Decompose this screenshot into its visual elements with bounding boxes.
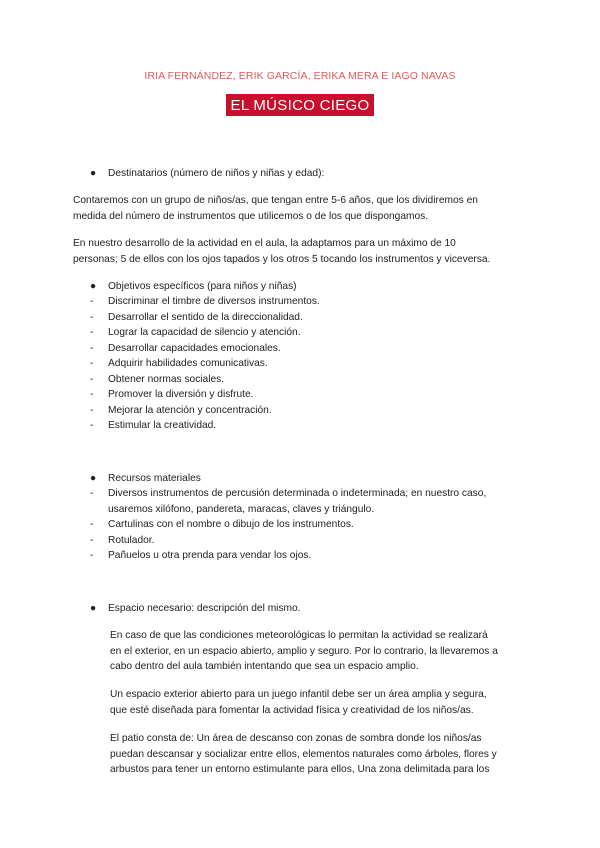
list-item: - Pañuelos u otra prenda para vendar los ojos. — [90, 550, 312, 561]
list-item: - Discriminar el timbre de diversos instrumentos. — [90, 296, 320, 307]
list-item: - Promover la diversión y disfrute. — [90, 389, 254, 400]
document-title: EL MÚSICO CIEGO — [226, 94, 375, 116]
list-item: - Mejorar la atención y concentración. — [90, 404, 272, 416]
heading-destinatarios: ● Destinatarios (número de niños y niñas y edad): — [90, 166, 324, 182]
recursos-list — [90, 486, 486, 564]
bullet-icon: ● — [90, 473, 97, 484]
list-item: - Cartulinas con el nombre o dibujo de los instrumentos. — [90, 519, 354, 530]
paragraph-espacio-2: Un espacio exterior abierto para un juego infantil debe ser un área amplia y segura, que esté diseñada para fomentar la actividad física y creatividad de los niños/as. — [110, 689, 487, 716]
heading-objetivos: ● Objetivos específicos (para niños y niñas) — [90, 279, 297, 295]
heading-recursos: ● Recursos materiales — [90, 471, 201, 487]
paragraph-destinatarios-1: Contaremos con un grupo de niños/as, que tengan entre 5-6 años, que los dividiremos en medida del número de instrumentos que utilicemos o de los que dispongamos. — [73, 195, 478, 222]
paragraph-espacio-1: En caso de que las condiciones meteorológicas lo permitan la actividad se realizará en el exterior, en un espacio abierto, amplio y seguro. Por lo contrario, la llevaremos a cabo dentro del aula también intentando que sea un espacio amplio. — [110, 630, 498, 672]
bullet-icon: ● — [90, 603, 97, 614]
heading-espacio: ● Espacio necesario: descripción del mismo. — [90, 601, 301, 617]
list-item: - Adquirir habilidades comunicativas. — [90, 358, 268, 369]
list-item: - Desarrollar capacidades emocionales. — [90, 342, 281, 354]
list-item: - Rotulador. — [90, 534, 155, 546]
authors-line: IRIA FERNÁNDEZ, ERIK GARCÍA, ERIKA MERA E IAGO NAVAS — [144, 70, 456, 82]
bullet-icon: ● — [90, 168, 97, 179]
bullet-icon: ● — [90, 281, 97, 292]
list-item: - Diversos instrumentos de percusión determinada o indeterminada; en nuestro caso, usaremos xilófono, pandereta, maracas, claves y triángulo. — [90, 488, 487, 515]
paragraph-espacio-3: El patio consta de: Un área de descanso con zonas de sombra donde los niños/as puedan descansar y socializar entre ellos, elementos naturales como árboles, flores y arbustos para tener un entorno estimulante para ellos, Una zona delimitada para los — [110, 733, 497, 775]
objetivos-list — [90, 294, 320, 434]
list-item: - Estimular la creatividad. — [90, 420, 217, 431]
list-item: - Obtener normas sociales. — [90, 373, 225, 385]
list-item: - Desarrollar el sentido de la direccionalidad. — [90, 311, 303, 323]
list-item: - Lograr la capacidad de silencio y atención. — [90, 327, 301, 338]
paragraph-destinatarios-2: En nuestro desarrollo de la actividad en el aula, la adaptamos para un máximo de 10 personas; 5 de ellos con los ojos tapados y los otros 5 tocando los instrumentos y viceversa. — [73, 238, 491, 265]
